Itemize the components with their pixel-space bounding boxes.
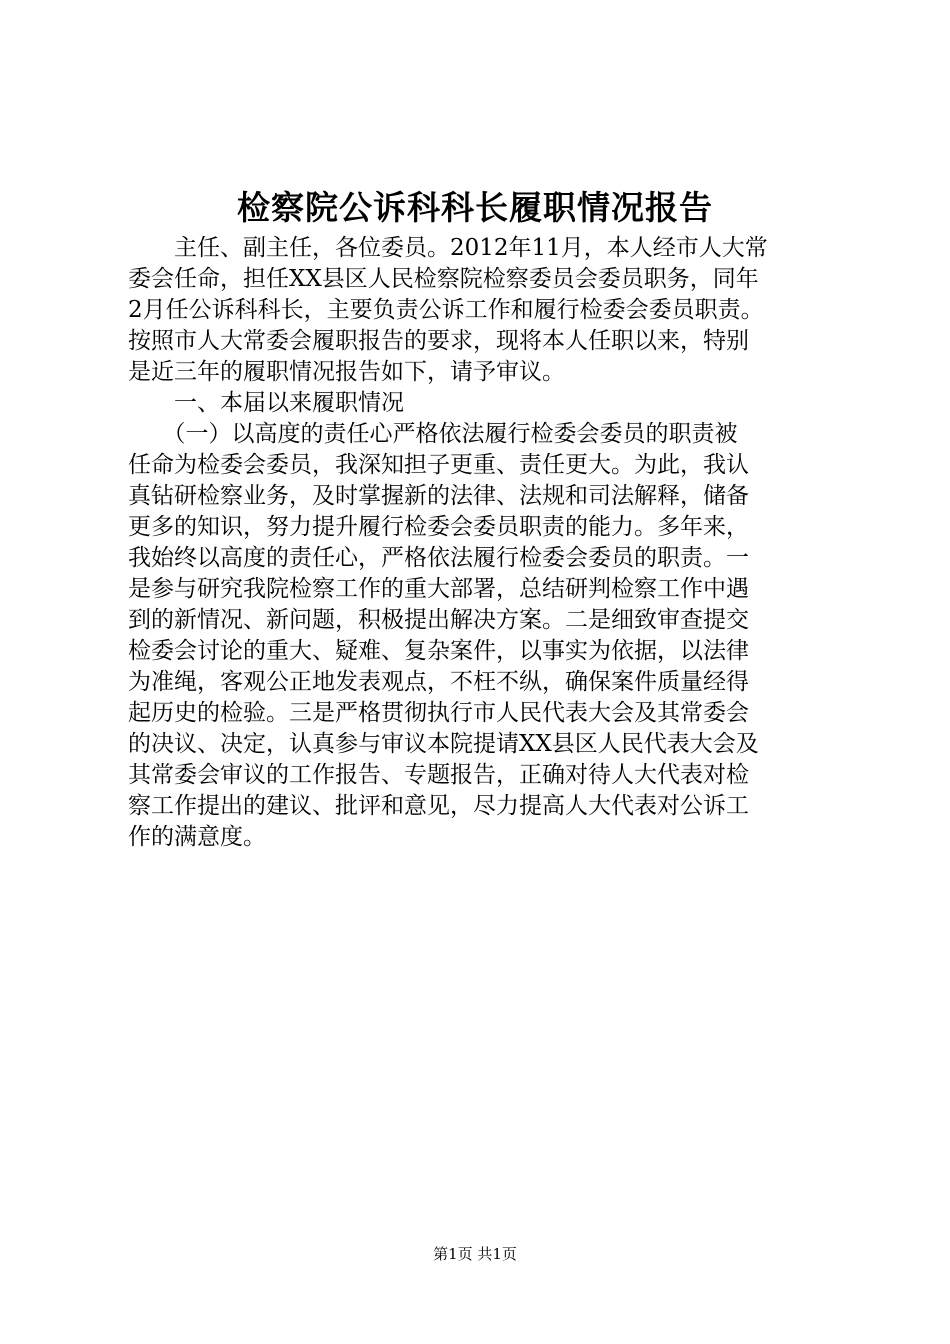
body-line: 检委会讨论的重大、疑难、复杂案件，以事实为依据，以法律 — [128, 638, 749, 664]
page-footer: 第1页 共1页 — [433, 1245, 517, 1263]
body-line: 主任、副主任，各位委员。2012年11月，本人经市人大常 — [128, 235, 768, 261]
body-line: 的决议、决定，认真参与审议本院提请XX县区人民代表大会及 — [128, 731, 759, 757]
body-line: 是近三年的履职情况报告如下，请予审议。 — [128, 359, 565, 385]
body-line: 我始终以高度的责任心，严格依法履行检委会委员的职责。一 — [128, 545, 749, 571]
body-line: 察工作提出的建议、批评和意见，尽力提高人大代表对公诉工 — [128, 793, 749, 819]
section-heading: 一、本届以来履职情况 — [128, 390, 404, 416]
body-line: 是参与研究我院检察工作的重大部署，总结研判检察工作中遇 — [128, 576, 749, 602]
document-body — [128, 233, 834, 853]
body-line: 按照市人大常委会履职报告的要求，现将本人任职以来，特别 — [128, 328, 749, 354]
body-line: 作的满意度。 — [128, 824, 266, 850]
body-line: 到的新情况、新问题，积极提出解决方案。二是细致审查提交 — [128, 607, 749, 633]
body-line: 更多的知识，努力提升履行检委会委员职责的能力。多年来， — [128, 514, 749, 540]
body-line: 起历史的检验。三是严格贯彻执行市人民代表大会及其常委会 — [128, 700, 749, 726]
body-line: 委会任命，担任XX县区人民检察院检察委员会委员职务，同年 — [128, 266, 759, 292]
body-line: 其常委会审议的工作报告、专题报告，正确对待人大代表对检 — [128, 762, 749, 788]
body-line: 2月任公诉科科长，主要负责公诉工作和履行检委会委员职责。 — [128, 297, 764, 323]
body-line: （一）以高度的责任心严格依法履行检委会委员的职责被 — [128, 421, 738, 447]
body-line: 真钻研检察业务，及时掌握新的法律、法规和司法解释，储备 — [128, 483, 749, 509]
body-line: 任命为检委会委员，我深知担子更重、责任更大。为此，我认 — [128, 452, 749, 478]
body-line: 为准绳，客观公正地发表观点，不枉不纵，确保案件质量经得 — [128, 669, 749, 695]
document-title: 检察院公诉科科长履职情况报告 — [237, 188, 713, 227]
